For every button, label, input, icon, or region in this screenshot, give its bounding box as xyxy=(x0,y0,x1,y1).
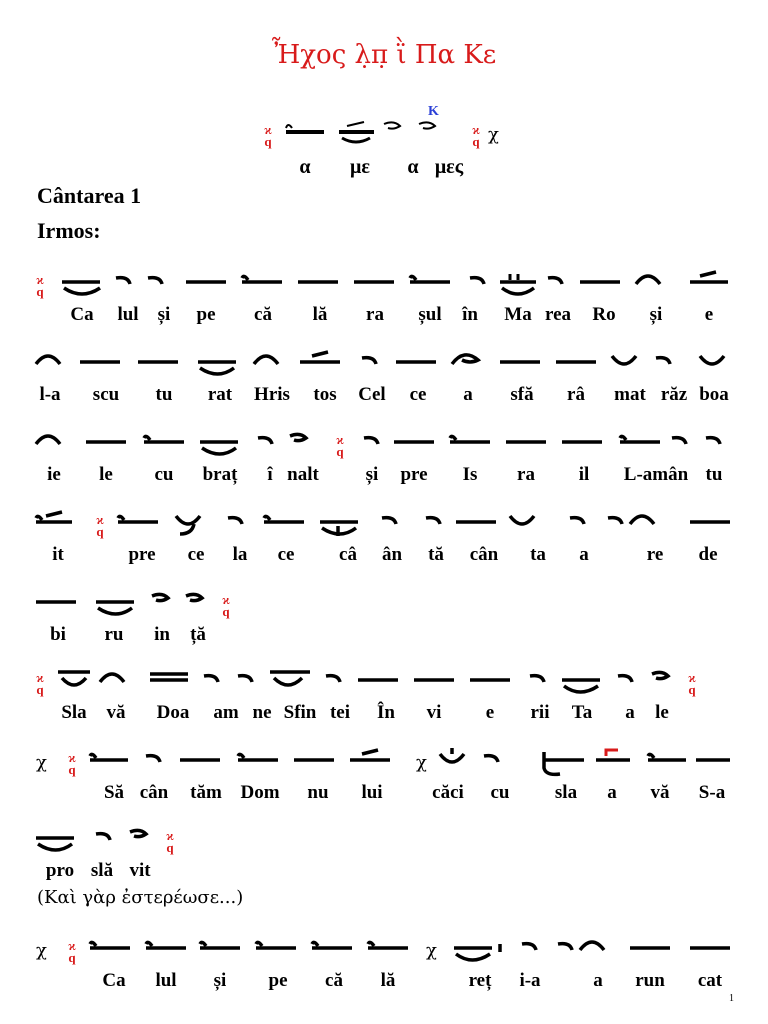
lyric-syllable: re xyxy=(646,544,664,565)
lyric-syllable: î xyxy=(267,464,273,485)
martyria-mark: ϰ q xyxy=(36,670,44,697)
lyric-syllable: run xyxy=(635,970,665,991)
lyric-syllable: că xyxy=(254,304,272,325)
page-number: 1 xyxy=(729,993,734,1004)
intro-syllable: α xyxy=(299,156,311,178)
canticle-heading: Cântarea 1 xyxy=(37,183,142,208)
lyric-syllable: rii xyxy=(530,702,550,723)
lyric-syllable: tos xyxy=(313,384,337,405)
martyria-mark: ϰ q xyxy=(36,272,44,299)
lyric-syllable: mat xyxy=(614,384,646,405)
lyric-syllable: e xyxy=(485,702,495,723)
lyric-syllable: in xyxy=(154,624,170,645)
score-row-1 xyxy=(0,270,768,332)
lyric-syllable: sfă xyxy=(510,384,534,405)
lyric-syllable: Ca xyxy=(102,970,126,991)
martyria-mark: ϰ q xyxy=(96,512,104,539)
intro-syllable: με xyxy=(350,156,370,178)
lyric-syllable: Dom xyxy=(240,782,280,803)
lyric-syllable: ce xyxy=(409,384,427,405)
intro-syllable: μες xyxy=(434,156,464,178)
lyric-syllable: În xyxy=(377,702,395,723)
martyria-mark: ϰ q xyxy=(472,122,480,149)
martyria-mark: ϰ q xyxy=(264,122,272,149)
lyric-syllable: vă xyxy=(106,702,126,723)
lyric-syllable: nu xyxy=(307,782,329,803)
lyric-syllable: și xyxy=(157,304,171,325)
lyric-syllable: pre xyxy=(400,464,428,485)
lyric-syllable: tei xyxy=(329,702,351,723)
score-row-8 xyxy=(0,826,768,888)
lyric-syllable: și xyxy=(365,464,379,485)
score-row-5 xyxy=(0,590,768,652)
chi-sign: χ xyxy=(36,940,47,961)
chi-sign: χ xyxy=(426,940,437,961)
lyric-syllable: vi xyxy=(426,702,442,723)
lyric-syllable: cân xyxy=(469,544,499,565)
score-row-4 xyxy=(0,510,768,572)
lyric-syllable: scu xyxy=(92,384,120,405)
lyric-syllable: pre xyxy=(128,544,156,565)
lyric-syllable: Cel xyxy=(358,384,386,405)
lyric-syllable: ne xyxy=(252,702,272,723)
lyric-syllable: lă xyxy=(312,304,328,325)
lyric-syllable: S-a xyxy=(698,782,726,803)
lyric-syllable: cu xyxy=(490,782,510,803)
martyria-mark: ϰ q xyxy=(68,750,76,777)
lyric-syllable: a xyxy=(607,782,617,803)
lyric-syllable: ță xyxy=(190,624,206,645)
lyric-syllable: că xyxy=(325,970,343,991)
lyric-syllable: lui xyxy=(361,782,383,803)
lyric-syllable: Is xyxy=(462,464,478,485)
lyric-syllable: pe xyxy=(268,970,288,991)
lyric-syllable: pe xyxy=(196,304,216,325)
lyric-syllable: L-amân xyxy=(623,464,689,485)
irmos-heading: Irmos: xyxy=(37,218,101,243)
lyric-syllable: reț xyxy=(468,970,492,991)
lyric-syllable: Ta xyxy=(571,702,593,723)
lyric-syllable: Ca xyxy=(70,304,94,325)
lyric-syllable: căci xyxy=(432,782,464,803)
lyric-syllable: tă xyxy=(428,544,444,565)
lyric-syllable: a xyxy=(593,970,603,991)
lyric-syllable: Ma xyxy=(504,304,532,325)
lyric-syllable: il xyxy=(578,464,590,485)
intro-neumes xyxy=(284,118,484,148)
martyria-mark: ϰ q xyxy=(166,828,174,855)
score-row-3 xyxy=(0,430,768,492)
score-row-6 xyxy=(0,668,768,730)
lyric-syllable: i-a xyxy=(519,970,541,991)
lyric-syllable: lul xyxy=(155,970,177,991)
score-row-7 xyxy=(0,748,768,810)
lyric-syllable: ta xyxy=(530,544,546,565)
lyric-syllable: am xyxy=(213,702,239,723)
lyric-syllable: cat xyxy=(697,970,723,991)
lyric-syllable: ân xyxy=(381,544,403,565)
lyric-syllable: le xyxy=(655,702,669,723)
lyric-syllable: Ro xyxy=(592,304,616,325)
lyric-syllable: rea xyxy=(544,304,572,325)
lyric-syllable: vă xyxy=(650,782,670,803)
lyric-syllable: pro xyxy=(45,860,75,881)
score-row-9 xyxy=(0,936,768,998)
lyric-syllable: tăm xyxy=(190,782,222,803)
lyric-syllable: câ xyxy=(339,544,357,565)
lyric-syllable: în xyxy=(462,304,478,325)
martyria-mark: ϰ q xyxy=(336,432,344,459)
lyric-syllable: lă xyxy=(380,970,396,991)
lyric-syllable: ce xyxy=(277,544,295,565)
lyric-syllable: și xyxy=(649,304,663,325)
lyric-syllable: cân xyxy=(139,782,169,803)
lyric-syllable: vit xyxy=(129,860,151,881)
lyric-syllable: tu xyxy=(705,464,723,485)
lyric-syllable: le xyxy=(99,464,113,485)
lyric-syllable: rat xyxy=(207,384,233,405)
chi-sign: χ xyxy=(416,752,427,773)
martyria-mark: ϰ q xyxy=(222,592,230,619)
lyric-syllable: și xyxy=(213,970,227,991)
lyric-syllable: râ xyxy=(567,384,585,405)
lyric-syllable: a xyxy=(579,544,589,565)
page-title: Ἦχος λ̣π̣ ῒ Πα Κε xyxy=(271,40,497,70)
lyric-syllable: l-a xyxy=(39,384,61,405)
martyria-mark: ϰ q xyxy=(688,670,696,697)
lyric-syllable: a xyxy=(625,702,635,723)
lyric-syllable: cu xyxy=(154,464,174,485)
lyric-syllable: ie xyxy=(47,464,61,485)
lyric-syllable: Sfin xyxy=(283,702,317,723)
lyric-syllable: lul xyxy=(117,304,139,325)
lyric-syllable: Hris xyxy=(254,384,290,405)
lyric-syllable: a xyxy=(463,384,473,405)
lyric-syllable: nalt xyxy=(287,464,319,485)
greek-reference-note: (Καὶ γὰρ ἐστερέωσε...) xyxy=(37,887,244,908)
intro-syllable: α xyxy=(407,156,419,178)
lyric-syllable: Să xyxy=(103,782,125,803)
lyric-syllable: boa xyxy=(699,384,729,405)
lyric-syllable: ra xyxy=(366,304,384,325)
lyric-syllable: sla xyxy=(554,782,578,803)
lyric-syllable: răz xyxy=(660,384,688,405)
lyric-syllable: braț xyxy=(202,464,238,485)
lyric-syllable: șul xyxy=(418,304,442,325)
lyric-syllable: Doa xyxy=(156,702,190,723)
lyric-syllable: Sla xyxy=(61,702,87,723)
lyric-syllable: tu xyxy=(155,384,173,405)
lyric-syllable: la xyxy=(232,544,248,565)
intro-mark: Κ xyxy=(428,104,439,119)
lyric-syllable: ce xyxy=(187,544,205,565)
lyric-syllable: slă xyxy=(90,860,114,881)
lyric-syllable: it xyxy=(52,544,64,565)
lyric-syllable: bi xyxy=(50,624,66,645)
chi-sign: χ xyxy=(36,752,47,773)
chi-sign: χ xyxy=(488,124,499,145)
martyria-mark: ϰ q xyxy=(68,938,76,965)
score-row-2 xyxy=(0,350,768,412)
neume-line xyxy=(0,826,768,866)
lyric-syllable: ra xyxy=(517,464,535,485)
lyric-syllable: de xyxy=(698,544,718,565)
lyric-syllable: e xyxy=(704,304,714,325)
lyric-syllable: ru xyxy=(104,624,124,645)
